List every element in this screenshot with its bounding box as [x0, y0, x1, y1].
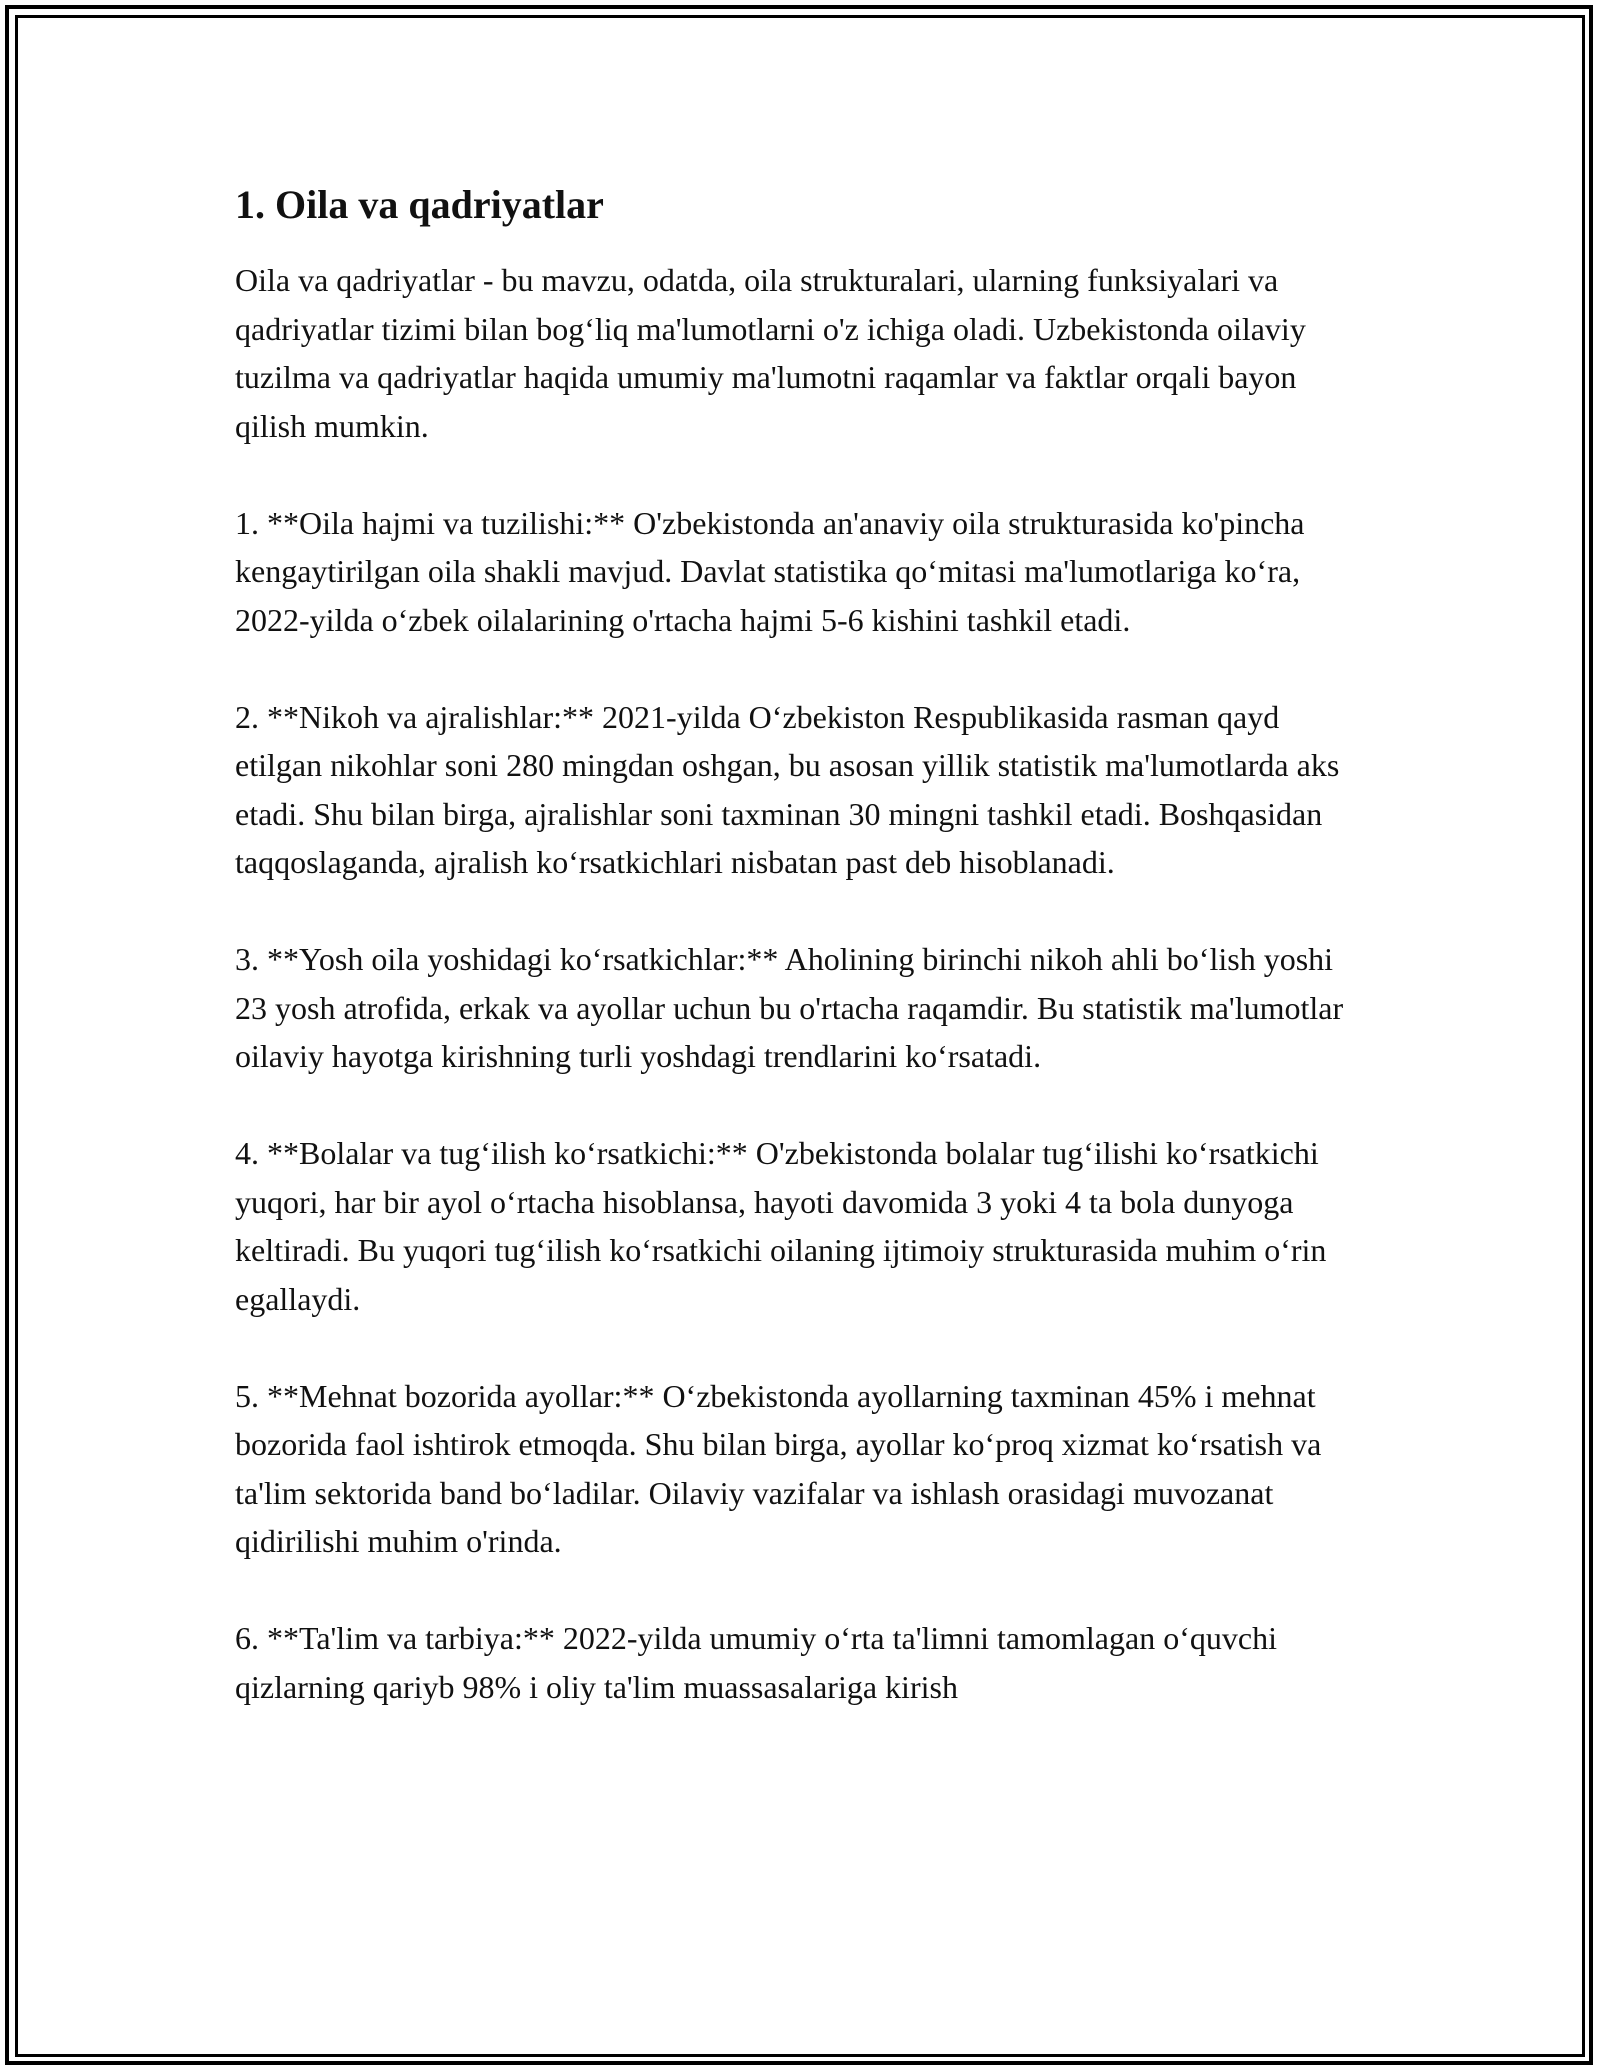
- paragraph-item-1: 1. **Oila hajmi va tuzilishi:** O'zbekistonda an'anaviy oila strukturasida ko'pincha kengaytirilgan oila shakli mavjud. Davlat statistika qo‘mitasi ma'lumotlariga ko‘ra, 2022-yilda o‘zbek oilalarining o'rtacha hajmi 5-6 kishini tashkil etadi.: [235, 504, 1305, 638]
- paragraph-item-2: 2. **Nikoh va ajralishlar:** 2021-yilda O‘zbekiston Respublikasida rasman qayd etilgan nikohlar soni 280 mingdan oshgan, bu asosan yillik statistik ma'lumotlarda aks etadi. Shu bilan birga, ajralishlar soni taxminan 30 mingni tashkil etadi. Boshqasidan taqqoslaganda, ajralish ko‘rsatkichlari nisbatan past deb hisoblanadi.: [235, 698, 1340, 880]
- paragraph-item-4: 4. **Bolalar va tug‘ilish ko‘rsatkichi:** O'zbekistonda bolalar tug‘ilishi ko‘rsatkichi yuqori, har bir ayol o‘rtacha hisoblansa, hayoti davomida 3 yoki 4 ta bola dunyoga keltiradi. Bu yuqori tug‘ilish ko‘rsatkichi oilaning ijtimoiy strukturasida muhim o‘rin egallaydi.: [235, 1135, 1327, 1317]
- paragraph-intro: Oila va qadriyatlar - bu mavzu, odatda, oila strukturalari, ularning funksiyalari va qadriyatlar tizimi bilan bog‘liq ma'lumotlarni o'z ichiga oladi. Uzbekistonda oilaviy tuzilma va qadriyatlar haqida umumiy ma'lumotni raqamlar va faktlar orqali bayon qilish mumkin.: [235, 262, 1306, 444]
- paragraph-item-5: 5. **Mehnat bozorida ayollar:** O‘zbekistonda ayollarning taxminan 45% i mehnat bozorida faol ishtirok etmoqda. Shu bilan birga, ayollar ko‘proq xizmat ko‘rsatish va ta'lim sektorida band bo‘ladilar. Oilaviy vazifalar va ishlash orasidagi muvozanat qidirilishi muhim o'rinda.: [235, 1377, 1322, 1559]
- paragraph-item-3: 3. **Yosh oila yoshidagi ko‘rsatkichlar:** Aholining birinchi nikoh ahli bo‘lish yoshi 23 yosh atrofida, erkak va ayollar uchun bu o'rtacha raqamdir. Bu statistik ma'lumotlar oilaviy hayotga kirishning turli yoshdagi trendlarini ko‘rsatadi.: [235, 941, 1344, 1074]
- document-body: [235, 180, 1370, 1711]
- paragraph-item-6: 6. **Ta'lim va tarbiya:** 2022-yilda umumiy o‘rta ta'limni tamomlagan o‘quvchi qizlarning qariyb 98% i oliy ta'lim muassasalariga kirish: [235, 1620, 1277, 1705]
- section-heading: 1. Oila va qadriyatlar: [235, 182, 604, 227]
